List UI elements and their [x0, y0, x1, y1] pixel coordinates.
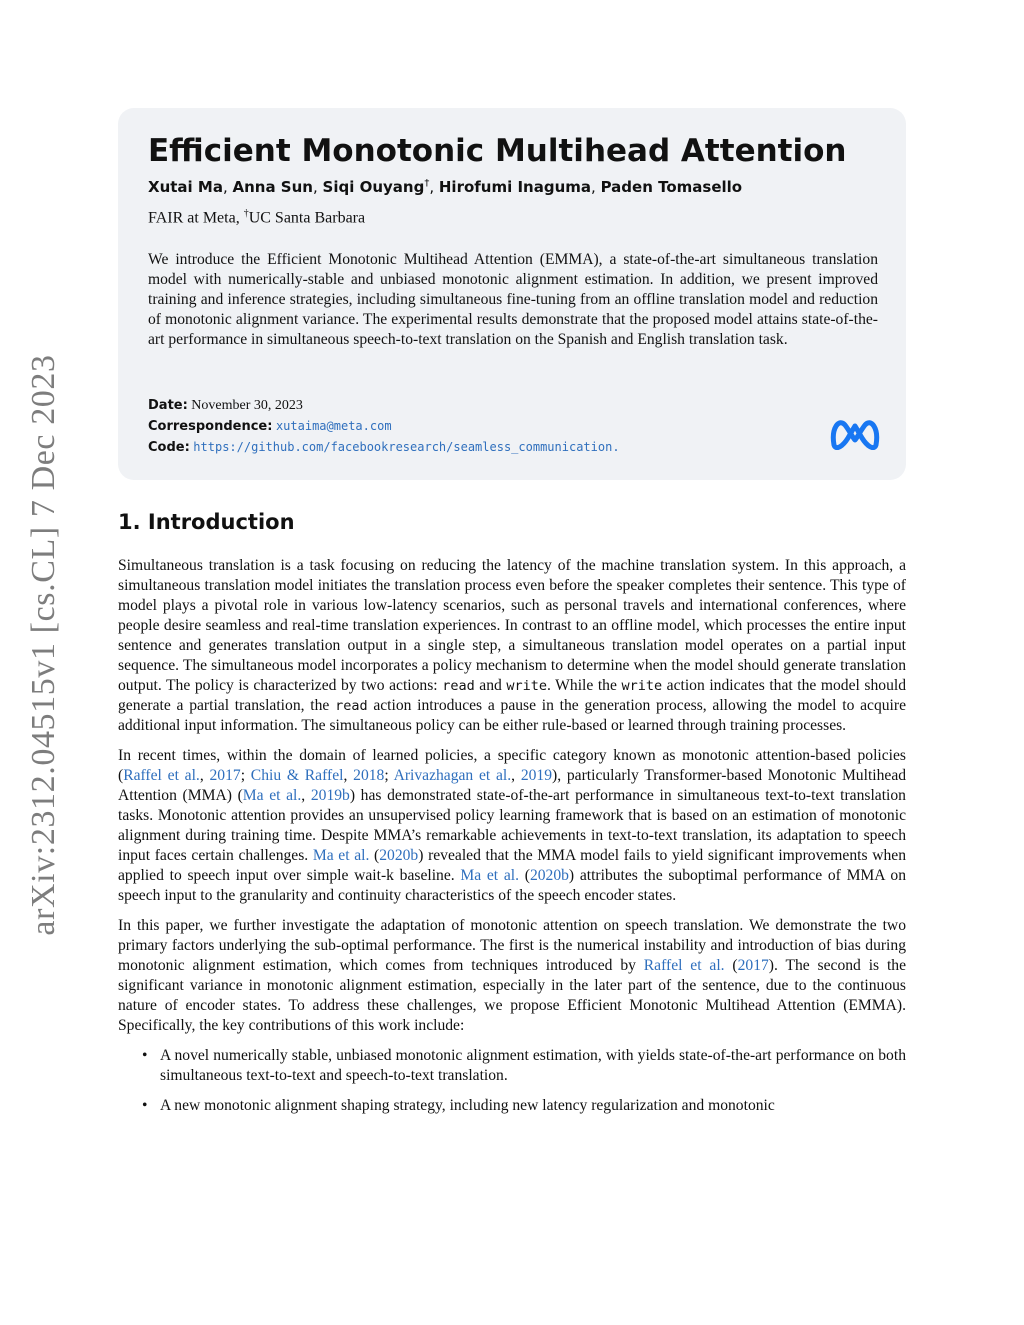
affiliation-meta: FAIR at Meta, [148, 209, 240, 227]
correspondence-row [148, 416, 620, 437]
author-name: Siqi Ouyang [322, 178, 425, 196]
paper-header-box [118, 108, 906, 480]
author-name: Paden Tomasello [600, 178, 743, 196]
author-affiliation-mark: † [424, 178, 430, 189]
affiliations [148, 208, 878, 228]
correspondence-email-link[interactable]: xutaima@meta.com [275, 419, 392, 433]
affiliation-mark: † [243, 208, 249, 219]
date-value: November 30, 2023 [191, 398, 303, 413]
code-repository-link[interactable]: https://github.com/facebookresearch/seamless_communication. [193, 440, 620, 454]
code-term-write: write [506, 678, 547, 694]
correspondence-label: Correspondence: [148, 419, 273, 434]
introduction-body [118, 556, 906, 1126]
paragraph: Simultaneous translation is a task focusing on reducing the latency of the machine translation system. In this approach, a simultaneous translation model initiates the translation process even before the speaker completes their sentence. This type of model plays a pivotal role in various low-latency scenarios, such as personal travels and international conferences, where people desire seamless and real-time translation experiences. In contrast to an offline model, which processes the entire input sentence and generates translation output in a single step, a simultaneous translation model operates on a partial input sequence. The simultaneous model incorporates a policy mechanism to determine when the model should generate translation output. The policy is characterized by two actions: read and write. While the write action indicates that the model should generate a partial translation, the read action introduces a pause in the generation process, allowing the model to acquire additional input information. The simultaneous policy can be either rule-based or learned through training processes. [118, 557, 907, 734]
citation-link[interactable]: 2017 [209, 767, 241, 784]
citation-link[interactable]: 2020b [529, 867, 569, 884]
arxiv-identifier-stamp: arXiv:2312.04515v1 [cs.CL] 7 Dec 2023 [25, 354, 62, 936]
citation-link[interactable]: 2018 [353, 767, 385, 784]
citation-link[interactable]: 2019b [310, 787, 350, 804]
citation-link[interactable]: Raffel et al. [123, 767, 200, 784]
date-row [148, 396, 620, 416]
abstract: We introduce the Efficient Monotonic Multihead Attention (EMMA), a state-of-the-art simultaneous translation model with numerically-stable and unbiased monotonic alignment estimation. In addition, we present improved training and inference strategies, including simultaneous fine-tuning from an offline translation model and reduction of monotonic alignment variance. The experimental results demonstrate that the proposed model attains state-of-the-art performance in simultaneous speech-to-text translation on the Spanish and English translation task. [148, 251, 878, 348]
citation-link[interactable]: 2020b [379, 847, 419, 864]
section-heading-introduction: 1. Introduction [118, 510, 295, 534]
citation-link[interactable]: Ma et al. [460, 867, 520, 884]
meta-logo-icon [830, 416, 880, 450]
author-name: Hirofumi Inaguma [438, 178, 592, 196]
bullet-icon: • [142, 1047, 148, 1064]
list-item: • A novel numerically stable, unbiased monotonic alignment estimation, with yields state-of-the-art performance on both simultaneous text-to-text and speech-to-text translation. [142, 1047, 906, 1084]
citation-link[interactable]: 2017 [737, 957, 769, 974]
citation-link[interactable]: Raffel et al. [643, 957, 725, 974]
citation-link[interactable]: Arivazhagan et al. [393, 767, 512, 784]
bullet-icon: • [142, 1097, 148, 1114]
list-item: • A new monotonic alignment shaping strategy, including new latency regularization and monotonic [142, 1097, 775, 1114]
code-term-read: read [335, 698, 368, 714]
paper-title: Efficient Monotonic Multihead Attention [148, 133, 847, 169]
code-term-write: write [621, 678, 663, 694]
citation-link[interactable]: Ma et al. [242, 787, 302, 804]
code-term-read: read [442, 678, 475, 694]
citation-link[interactable]: 2019 [520, 767, 553, 784]
code-label: Code: [148, 440, 190, 455]
citation-link[interactable]: Chiu & Raffel [250, 767, 344, 784]
paper-metadata [148, 396, 620, 458]
citation-link[interactable]: Ma et al. [312, 847, 370, 864]
paragraph: In this paper, we further investigate the adaptation of monotonic attention on speech translation. We demonstrate the two primary factors underlying the sub-optimal performance. The first is the numerical instability and introduction of bias during monotonic alignment estimation, which comes from techniques introduced by Raffel et al. (2017). The second is the significant variance in monotonic alignment estimation, especially in the later part of the sentence, due to the continuous nature of encoder states. To address these challenges, we propose Efficient Monotonic Multihead Attention (EMMA). Specifically, the key contributions of this work include: [118, 917, 906, 1034]
paragraph: In recent times, within the domain of learned policies, a specific category known as monotonic attention-based policies (Raffel et al., 2017; Chiu & Raffel, 2018; Arivazhagan et al., 2019), particularly Transformer-based Monotonic Multihead Attention (MMA) (Ma et al., 2019b) has demonstrated state-of-the-art performance in simultaneous text-to-text translation tasks. Monotonic attention provides an unsupervised policy learning framework that is based on an estimation of monotonic alignment during training time. Despite MMA’s remarkable achievements in text-to-text translation, its adaptation to speech input faces certain challenges. Ma et al. (2020b) revealed that the MMA model fails to yield significant improvements when applied to speech input over simple wait-k baseline. Ma et al. (2020b) attributes the suboptimal performance of MMA on speech input to the granularity and continuity characteristics of the speech encoder states. [118, 747, 907, 904]
code-row [148, 437, 620, 458]
contributions-list [118, 1046, 906, 1116]
affiliation-ucsb: UC Santa Barbara [248, 209, 366, 227]
date-label: Date: [148, 398, 188, 413]
author-name: Anna Sun [232, 178, 313, 196]
author-list: Xutai Ma, Anna Sun, Siqi Ouyang†, Hirofumi Inaguma, Paden Tomasello [148, 178, 743, 196]
author-name: Xutai Ma [148, 178, 223, 196]
